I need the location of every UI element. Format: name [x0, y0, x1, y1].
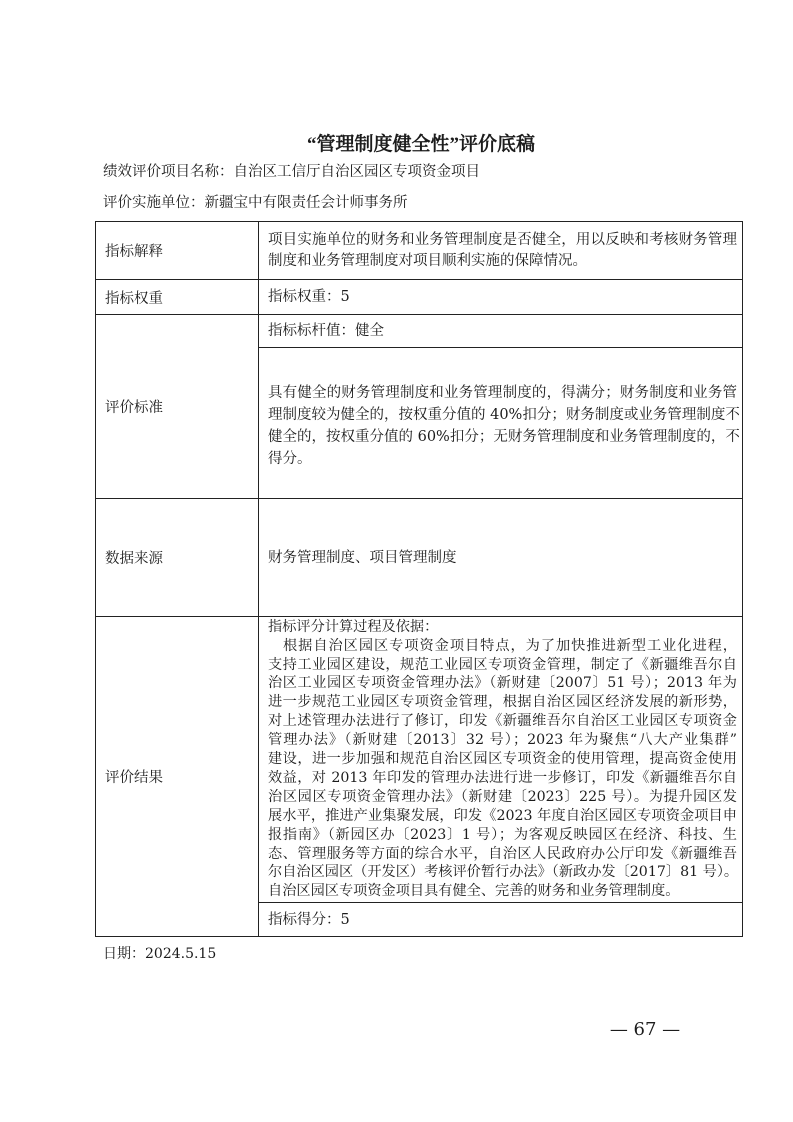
- standard-line: 健全的，按权重分值的 60%扣分；无财务管理制度和业务管理制度的，不: [268, 429, 740, 445]
- implementing-unit-label: 评价实施单位：: [103, 195, 205, 211]
- result-line: 尔自治区园区（开发区）考核评价暂行办法》（新政办发〔2017〕81 号）。: [268, 864, 739, 881]
- result-line: 效益，对 2013 年印发的管理办法进行进一步修订，印发《新疆维吾尔自: [268, 769, 737, 786]
- result-content: [259, 617, 743, 903]
- explanation-line: 项目实施单位的财务和业务管理制度是否健全，用以反映和考核财务管理: [268, 231, 737, 248]
- source-label: 数据来源: [96, 499, 259, 617]
- table-row-explanation: [96, 222, 743, 280]
- project-name-value: 自治区工信厅自治区园区专项资金项目: [233, 164, 480, 180]
- result-line: 展水平，推进产业集聚发展，印发《2023 年度自治区园区专项资金项目申: [268, 807, 737, 824]
- table-row-benchmark: [96, 315, 743, 348]
- evaluation-table: [95, 221, 743, 937]
- standard-line: 理制度较为健全的，按权重分值的 40%扣分；财务制度或业务管理制度不: [268, 407, 740, 423]
- table-row-result: [96, 617, 743, 903]
- result-line: 对上述管理办法进行了修订，印发《新疆维吾尔自治区工业园区专项资金: [268, 713, 737, 730]
- explanation-label: 指标解释: [96, 222, 259, 280]
- document-title: “管理制度健全性”评价底稿: [306, 134, 535, 155]
- standard-label: 评价标准: [96, 315, 259, 499]
- result-line: 进一步规范工业园区专项资金管理，根据自治区园区经济发展的新形势，: [268, 694, 737, 711]
- page-number: — 67 —: [609, 1019, 681, 1040]
- result-line: 根据自治区园区专项资金项目特点，为了加快推进新型工业化进程，: [283, 637, 737, 654]
- weight-value: 指标权重：5: [259, 280, 743, 315]
- result-label: 评价结果: [96, 617, 259, 937]
- table-row-source: [96, 499, 743, 617]
- explanation-content: [259, 222, 743, 280]
- result-line: 报指南》（新园区办〔2023〕1 号）；为客观反映园区在经济、科技、生: [268, 826, 737, 843]
- result-line: 治区工业园区专项资金管理办法》（新财建〔2007〕51 号）；2013 年为: [268, 675, 737, 692]
- document-date: 日期：2024.5.15: [103, 946, 217, 962]
- source-value: 财务管理制度、项目管理制度: [259, 499, 743, 617]
- implementing-unit-line: [103, 193, 408, 213]
- result-line: 管理办法》（新财建〔2013〕32 号）；2023 年为聚焦“八大产业集群”: [268, 732, 737, 749]
- benchmark-value: 指标标杆值：健全: [259, 315, 743, 348]
- result-line: 治区园区专项资金管理办法》（新财建〔2023〕225 号）。为提升园区发: [268, 788, 737, 805]
- explanation-line: 制度和业务管理制度对项目顺利实施的保障情况。: [268, 252, 587, 269]
- standard-text-block: [268, 376, 740, 470]
- standard-content: [259, 348, 743, 499]
- result-line: 支持工业园区建设，规范工业园区专项资金管理，制定了《新疆维吾尔自: [268, 656, 737, 673]
- table-row-weight: [96, 280, 743, 315]
- standard-line: 具有健全的财务管理制度和业务管理制度的，得满分；财务制度和业务管: [268, 385, 737, 401]
- implementing-unit-value: 新疆宝中有限责任会计师事务所: [204, 195, 408, 211]
- standard-line: 得分。: [268, 451, 312, 467]
- result-heading: 指标评分计算过程及依据：: [268, 618, 439, 635]
- weight-label: 指标权重: [96, 280, 259, 315]
- result-line: 建设，进一步加强和规范自治区园区专项资金的使用管理，提高资金使用: [268, 751, 737, 768]
- project-name-line: [103, 162, 480, 182]
- project-name-label: 绩效评价项目名称：: [103, 164, 234, 180]
- score-value: 指标得分：5: [259, 903, 743, 937]
- result-line: 态、管理服务等方面的综合水平，自治区人民政府办公厅印发《新疆维吾: [268, 845, 737, 862]
- result-line: 自治区园区专项资金项目具有健全、完善的财务和业务管理制度。: [268, 883, 680, 900]
